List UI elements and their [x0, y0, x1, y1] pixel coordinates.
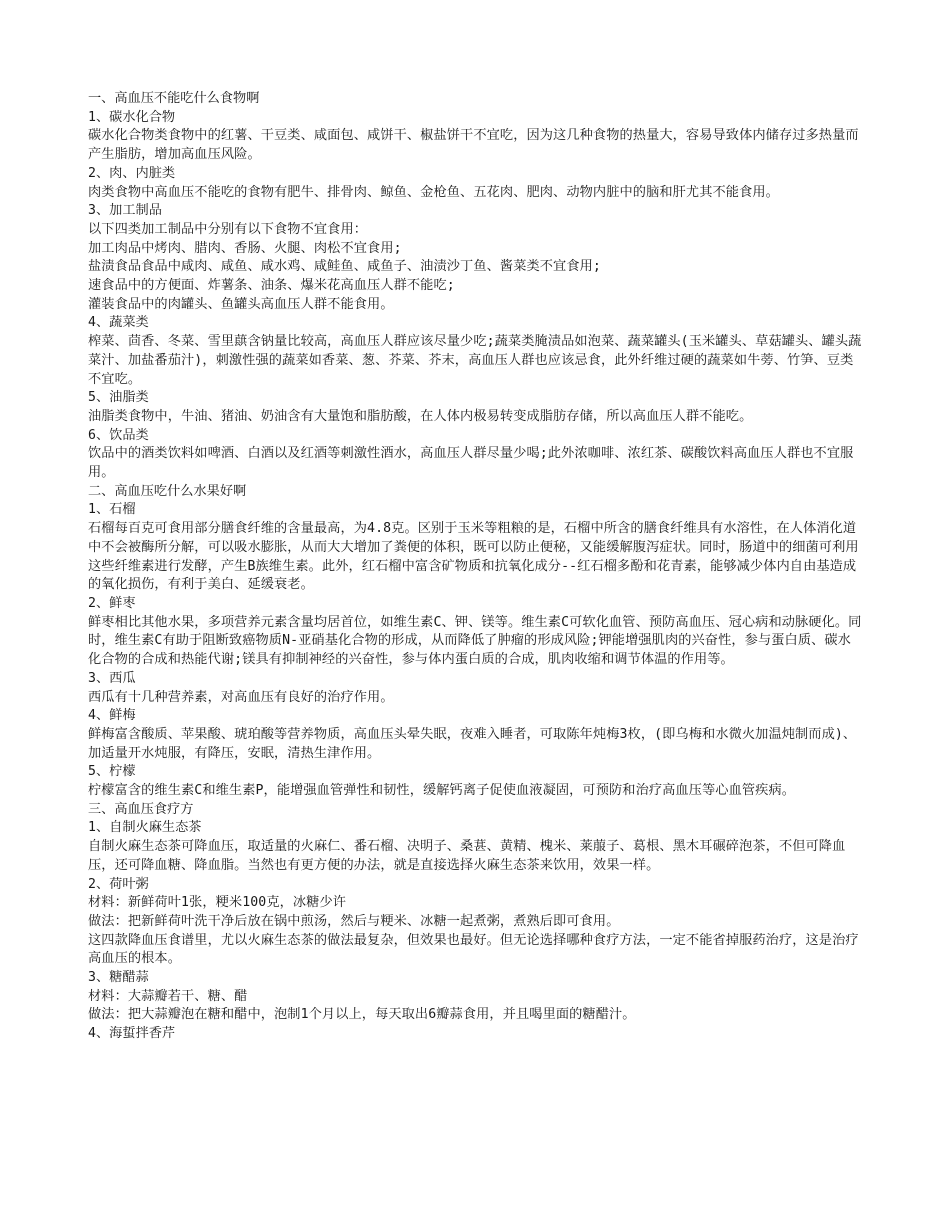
paragraph: 石榴每百克可食用部分膳食纤维的含量最高，为4.8克。区别于玉米等粗粮的是，石榴中所含的膳食纤维具有水溶性，在人体消化道中不会被酶所分解，可以吸水膨胀，从而大大增加了粪便的体积，既可以防止便秘，又能缓解腹泻症状。同时，肠道中的细菌可利用这些纤维素进行发酵，产生B族维生素。此外，红石榴中富含矿物质和抗氧化成分--红石榴多酚和花青素，能够减少体内自由基造成的氧化损伤，有利于美白、延缓衰老。: [88, 521, 859, 593]
paragraph: 材料：新鲜荷叶1张，粳米100克，冰糖少许: [88, 895, 347, 911]
paragraph: 加工肉品中烤肉、腊肉、香肠、火腿、肉松不宜食用;: [88, 240, 402, 256]
subheading: 2、荷叶粥: [88, 876, 149, 892]
subheading: 4、鲜梅: [88, 708, 136, 724]
subheading: 4、蔬菜类: [88, 315, 149, 331]
subheading: 3、加工制品: [88, 203, 162, 219]
paragraph: 材料：大蒜瓣若干、糖、醋: [88, 988, 248, 1004]
paragraph: 这四款降血压食谱里，尤以火麻生态茶的做法最复杂，但效果也最好。但无论选择哪种食疗方法，一定不能省掉服药治疗，这是治疗高血压的根本。: [88, 932, 859, 967]
paragraph: 自制火麻生态茶可降血压，取适量的火麻仁、番石榴、决明子、桑葚、黄精、槐米、莱菔子、葛根、黑木耳碾碎泡茶，不但可降血压，还可降血糖、降血脂。当然也有更方便的办法，就是直接选择火麻生态茶来饮用，效果一样。: [88, 839, 846, 873]
document-body: [88, 90, 863, 1044]
paragraph: 灌装食品中的肉罐头、鱼罐头高血压人群不能食用。: [88, 296, 394, 312]
subheading: 1、碳水化合物: [88, 109, 176, 125]
subheading: 6、饮品类: [88, 427, 149, 443]
paragraph: 榨菜、茴香、冬菜、雪里蕻含钠量比较高，高血压人群应该尽量少吃;蔬菜类腌渍品如泡菜、蔬菜罐头(玉米罐头、草菇罐头、罐头蔬菜汁、加盐番茄汁)，刺激性强的蔬菜如香菜、葱、芥菜、芥末，高血压人群也应该忌食，此外纤维过硬的蔬菜如牛蒡、竹笋、豆类不宜吃。: [88, 334, 862, 387]
paragraph: 西瓜有十几种营养素，对高血压有良好的治疗作用。: [88, 689, 394, 705]
subheading: 2、肉、内脏类: [88, 165, 176, 181]
paragraph: 盐渍食品食品中咸肉、咸鱼、咸水鸡、咸鲑鱼、咸鱼子、油渍沙丁鱼、酱菜类不宜食用;: [88, 259, 601, 275]
subheading: 1、石榴: [88, 502, 136, 518]
section-heading: 一、高血压不能吃什么食物啊: [88, 91, 260, 106]
paragraph: 做法：把新鲜荷叶洗干净后放在锅中煎汤，然后与粳米、冰糖一起煮粥，煮熟后即可食用。: [88, 913, 620, 929]
section-heading: 三、高血压食疗方: [88, 801, 194, 817]
subheading: 2、鲜枣: [88, 595, 136, 611]
paragraph: 以下四类加工制品中分别有以下食物不宜食用：: [88, 221, 368, 237]
subheading: 5、油脂类: [88, 390, 149, 406]
subheading: 5、柠檬: [88, 764, 136, 780]
section-heading: 二、高血压吃什么水果好啊: [88, 483, 247, 499]
paragraph: 鲜梅富含酸质、苹果酸、琥珀酸等营养物质，高血压头晕失眠，夜难入睡者，可取陈年炖梅3枚，(即乌梅和水微火加温炖制而成)、加适量开水炖服，有降压，安眠，清热生津作用。: [88, 726, 857, 761]
paragraph: 饮品中的酒类饮料如啤酒、白酒以及红酒等刺激性酒水，高血压人群尽量少喝;此外浓咖啡、浓红茶、碳酸饮料高血压人群也不宜服用。: [88, 446, 854, 481]
subheading: 1、自制火麻生态茶: [88, 820, 202, 836]
paragraph: 油脂类食物中，牛油、猪油、奶油含有大量饱和脂肪酸，在人体内极易转变成脂肪存储，所以高血压人群不能吃。: [88, 408, 753, 424]
subheading: 4、海蜇拌香芹: [88, 1026, 176, 1042]
paragraph: 速食品中的方便面、炸薯条、油条、爆米花高血压人群不能吃;: [88, 278, 455, 294]
paragraph: 碳水化合物类食物中的红薯、干豆类、咸面包、咸饼干、椒盐饼干不宜吃，因为这几种食物的热量大，容易导致体内储存过多热量而产生脂肪，增加高血压风险。: [88, 128, 859, 163]
subheading: 3、糖醋蒜: [88, 970, 149, 986]
subheading: 3、西瓜: [88, 670, 136, 686]
paragraph: 柠檬富含的维生素C和维生素P，能增强血管弹性和韧性，缓解钙离子促使血液凝固，可预防和治疗高血压等心血管疾病。: [88, 783, 796, 799]
paragraph: 肉类食物中高血压不能吃的食物有肥牛、排骨肉、鲸鱼、金枪鱼、五花肉、肥肉、动物内脏中的脑和肝尤其不能食用。: [88, 184, 779, 200]
paragraph: 鲜枣相比其他水果，多项营养元素含量均居首位，如维生素C、钾、镁等。维生素C可软化血管、预防高血压、冠心病和动脉硬化。同时，维生素C有助于阻断致癌物质N-亚硝基化合物的形成，从而降低了肿瘤的形成风险;钾能增强肌肉的兴奋性，参与蛋白质、碳水化合物的合成和热能代谢;镁具有抑制神经的兴奋性，参与体内蛋白质的合成，肌肉收缩和调节体温的作用等。: [88, 614, 862, 668]
paragraph: 做法：把大蒜瓣泡在糖和醋中，泡制1个月以上，每天取出6瓣蒜食用，并且喝里面的糖醋汁。: [88, 1007, 636, 1023]
